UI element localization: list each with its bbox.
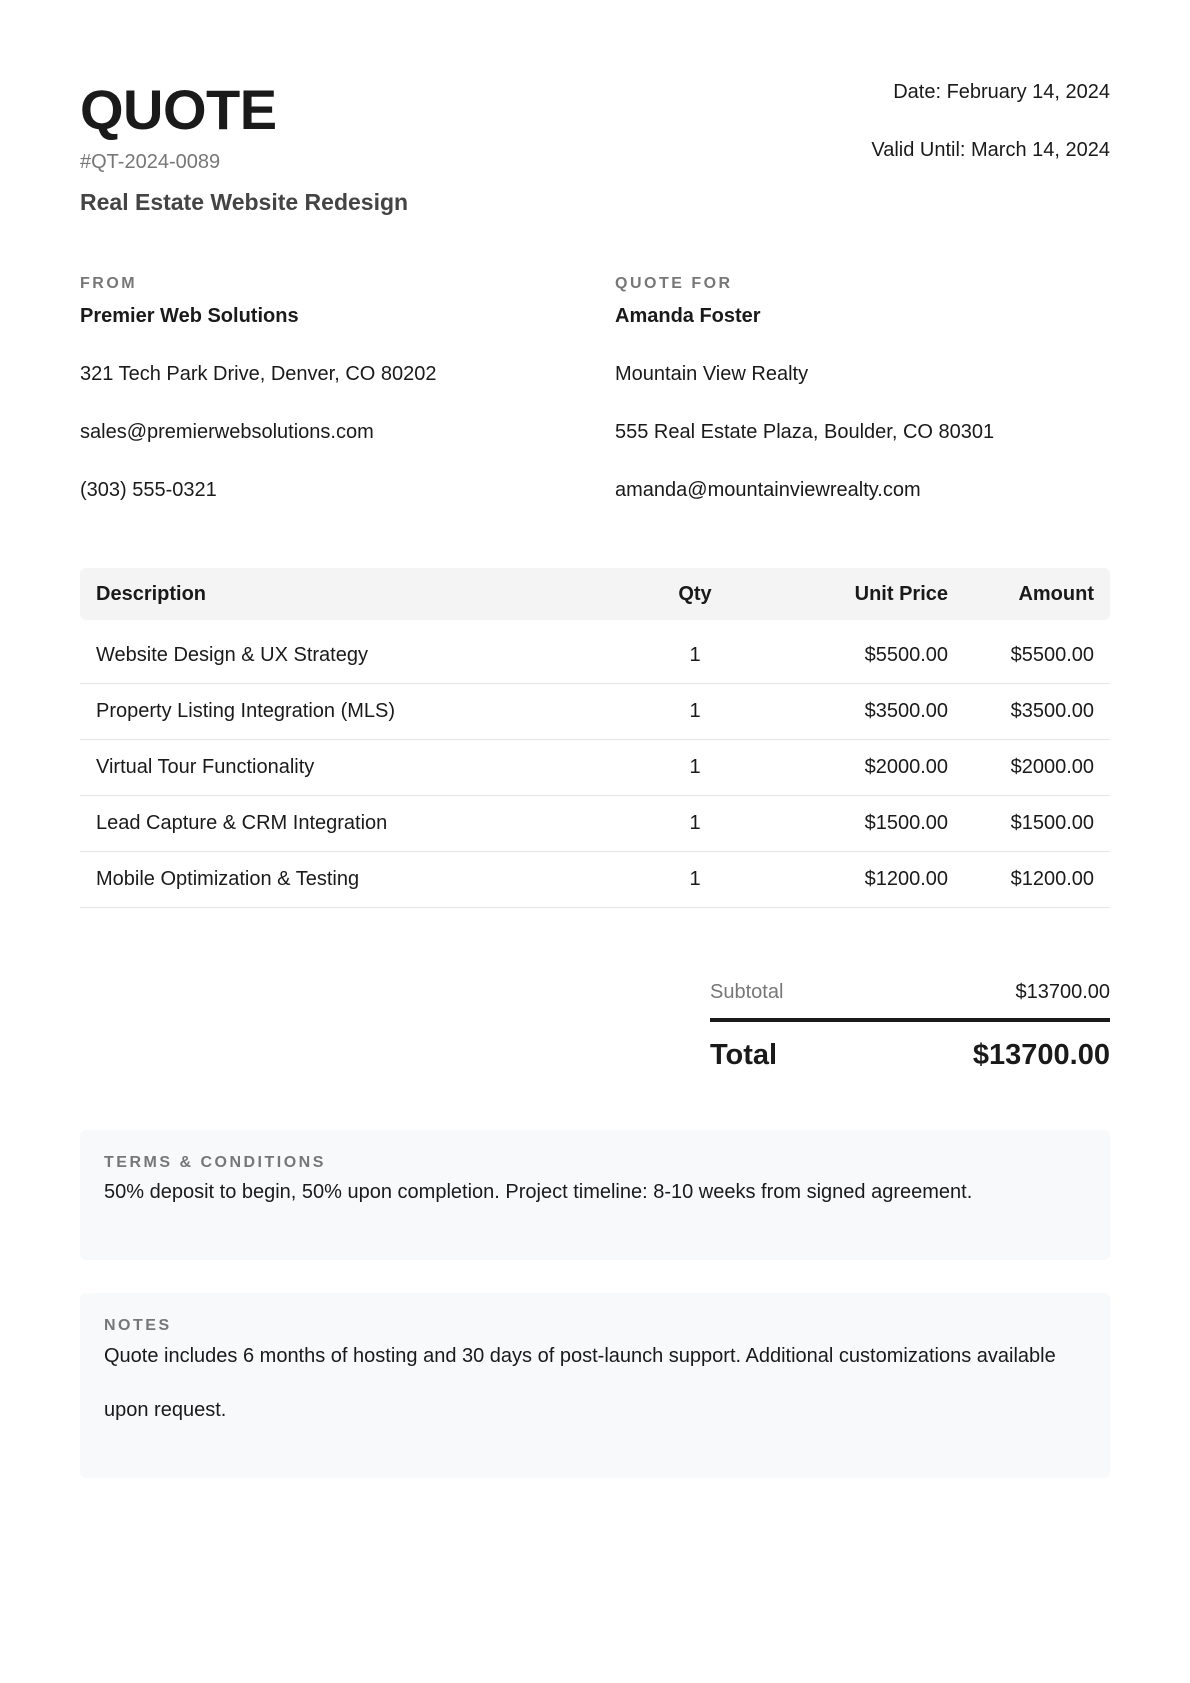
from-email: sales@premierwebsolutions.com [80,421,374,443]
table-row [80,684,1110,740]
row-description: Lead Capture & CRM Integration [96,812,388,834]
subtotal-value: $13700.00 [1015,981,1110,1003]
subtotal-label: Subtotal [710,981,784,1003]
terms-text: 50% deposit to begin, 50% upon completion. Project timeline: 8-10 weeks from signed agreement. [104,1181,973,1203]
row-qty: 1 [689,756,701,778]
client-email: amanda@mountainviewrealty.com [615,479,921,501]
header-amount: Amount [1018,582,1094,605]
notes-label: NOTES [104,1317,172,1334]
row-amount: $5500.00 [1010,644,1094,666]
valid-until: Valid Until: March 14, 2024 [871,139,1110,161]
table-row [80,628,1110,684]
quote-for-section [615,274,1095,502]
row-qty: 1 [689,868,701,890]
from-label: FROM [80,275,138,292]
total-row [710,1022,1110,1088]
subtotal-row [710,974,1110,1018]
notes-text: Quote includes 6 months of hosting and 30 days of post-launch support. Additional customizations available upon request. [104,1345,1056,1421]
client-name: Amanda Foster [615,305,761,327]
total-label: Total [710,1038,778,1071]
document-title: QUOTE [80,78,277,141]
row-amount: $1500.00 [1010,812,1094,834]
header-description: Description [96,582,207,605]
row-qty: 1 [689,700,701,722]
quote-date: Date: February 14, 2024 [893,81,1110,103]
from-name: Premier Web Solutions [80,305,299,327]
table-header [80,568,1110,620]
terms-box [80,1130,1110,1260]
header-qty: Qty [678,582,712,605]
row-unit-price: $5500.00 [864,644,948,666]
client-company: Mountain View Realty [615,363,809,385]
quote-header [80,0,1110,230]
table-row [80,852,1110,908]
row-qty: 1 [689,644,701,666]
quote-number: #QT-2024-0089 [80,151,221,173]
from-phone: (303) 555-0321 [80,479,217,501]
row-description: Website Design & UX Strategy [96,644,368,666]
row-amount: $2000.00 [1010,756,1094,778]
quote-for-label: QUOTE FOR [615,275,733,292]
table-row [80,740,1110,796]
from-section [80,274,560,502]
row-description: Property Listing Integration (MLS) [96,700,396,722]
from-address: 321 Tech Park Drive, Denver, CO 80202 [80,363,437,385]
terms-label: TERMS & CONDITIONS [104,1154,326,1171]
line-items-table [80,568,1110,908]
row-unit-price: $3500.00 [864,700,948,722]
totals-section [710,974,1110,1088]
quote-document [80,0,1110,1683]
row-unit-price: $1500.00 [864,812,948,834]
quote-meta [871,80,1110,162]
header-unit-price: Unit Price [854,582,948,605]
client-address: 555 Real Estate Plaza, Boulder, CO 80301 [615,421,995,443]
row-description: Virtual Tour Functionality [96,756,315,778]
row-amount: $3500.00 [1010,700,1094,722]
row-qty: 1 [689,812,701,834]
row-description: Mobile Optimization & Testing [96,868,360,890]
row-unit-price: $2000.00 [864,756,948,778]
notes-box [80,1293,1110,1478]
table-row [80,796,1110,852]
row-amount: $1200.00 [1010,868,1094,890]
total-value: $13700.00 [972,1038,1110,1071]
project-name: Real Estate Website Redesign [80,189,409,215]
row-unit-price: $1200.00 [864,868,948,890]
